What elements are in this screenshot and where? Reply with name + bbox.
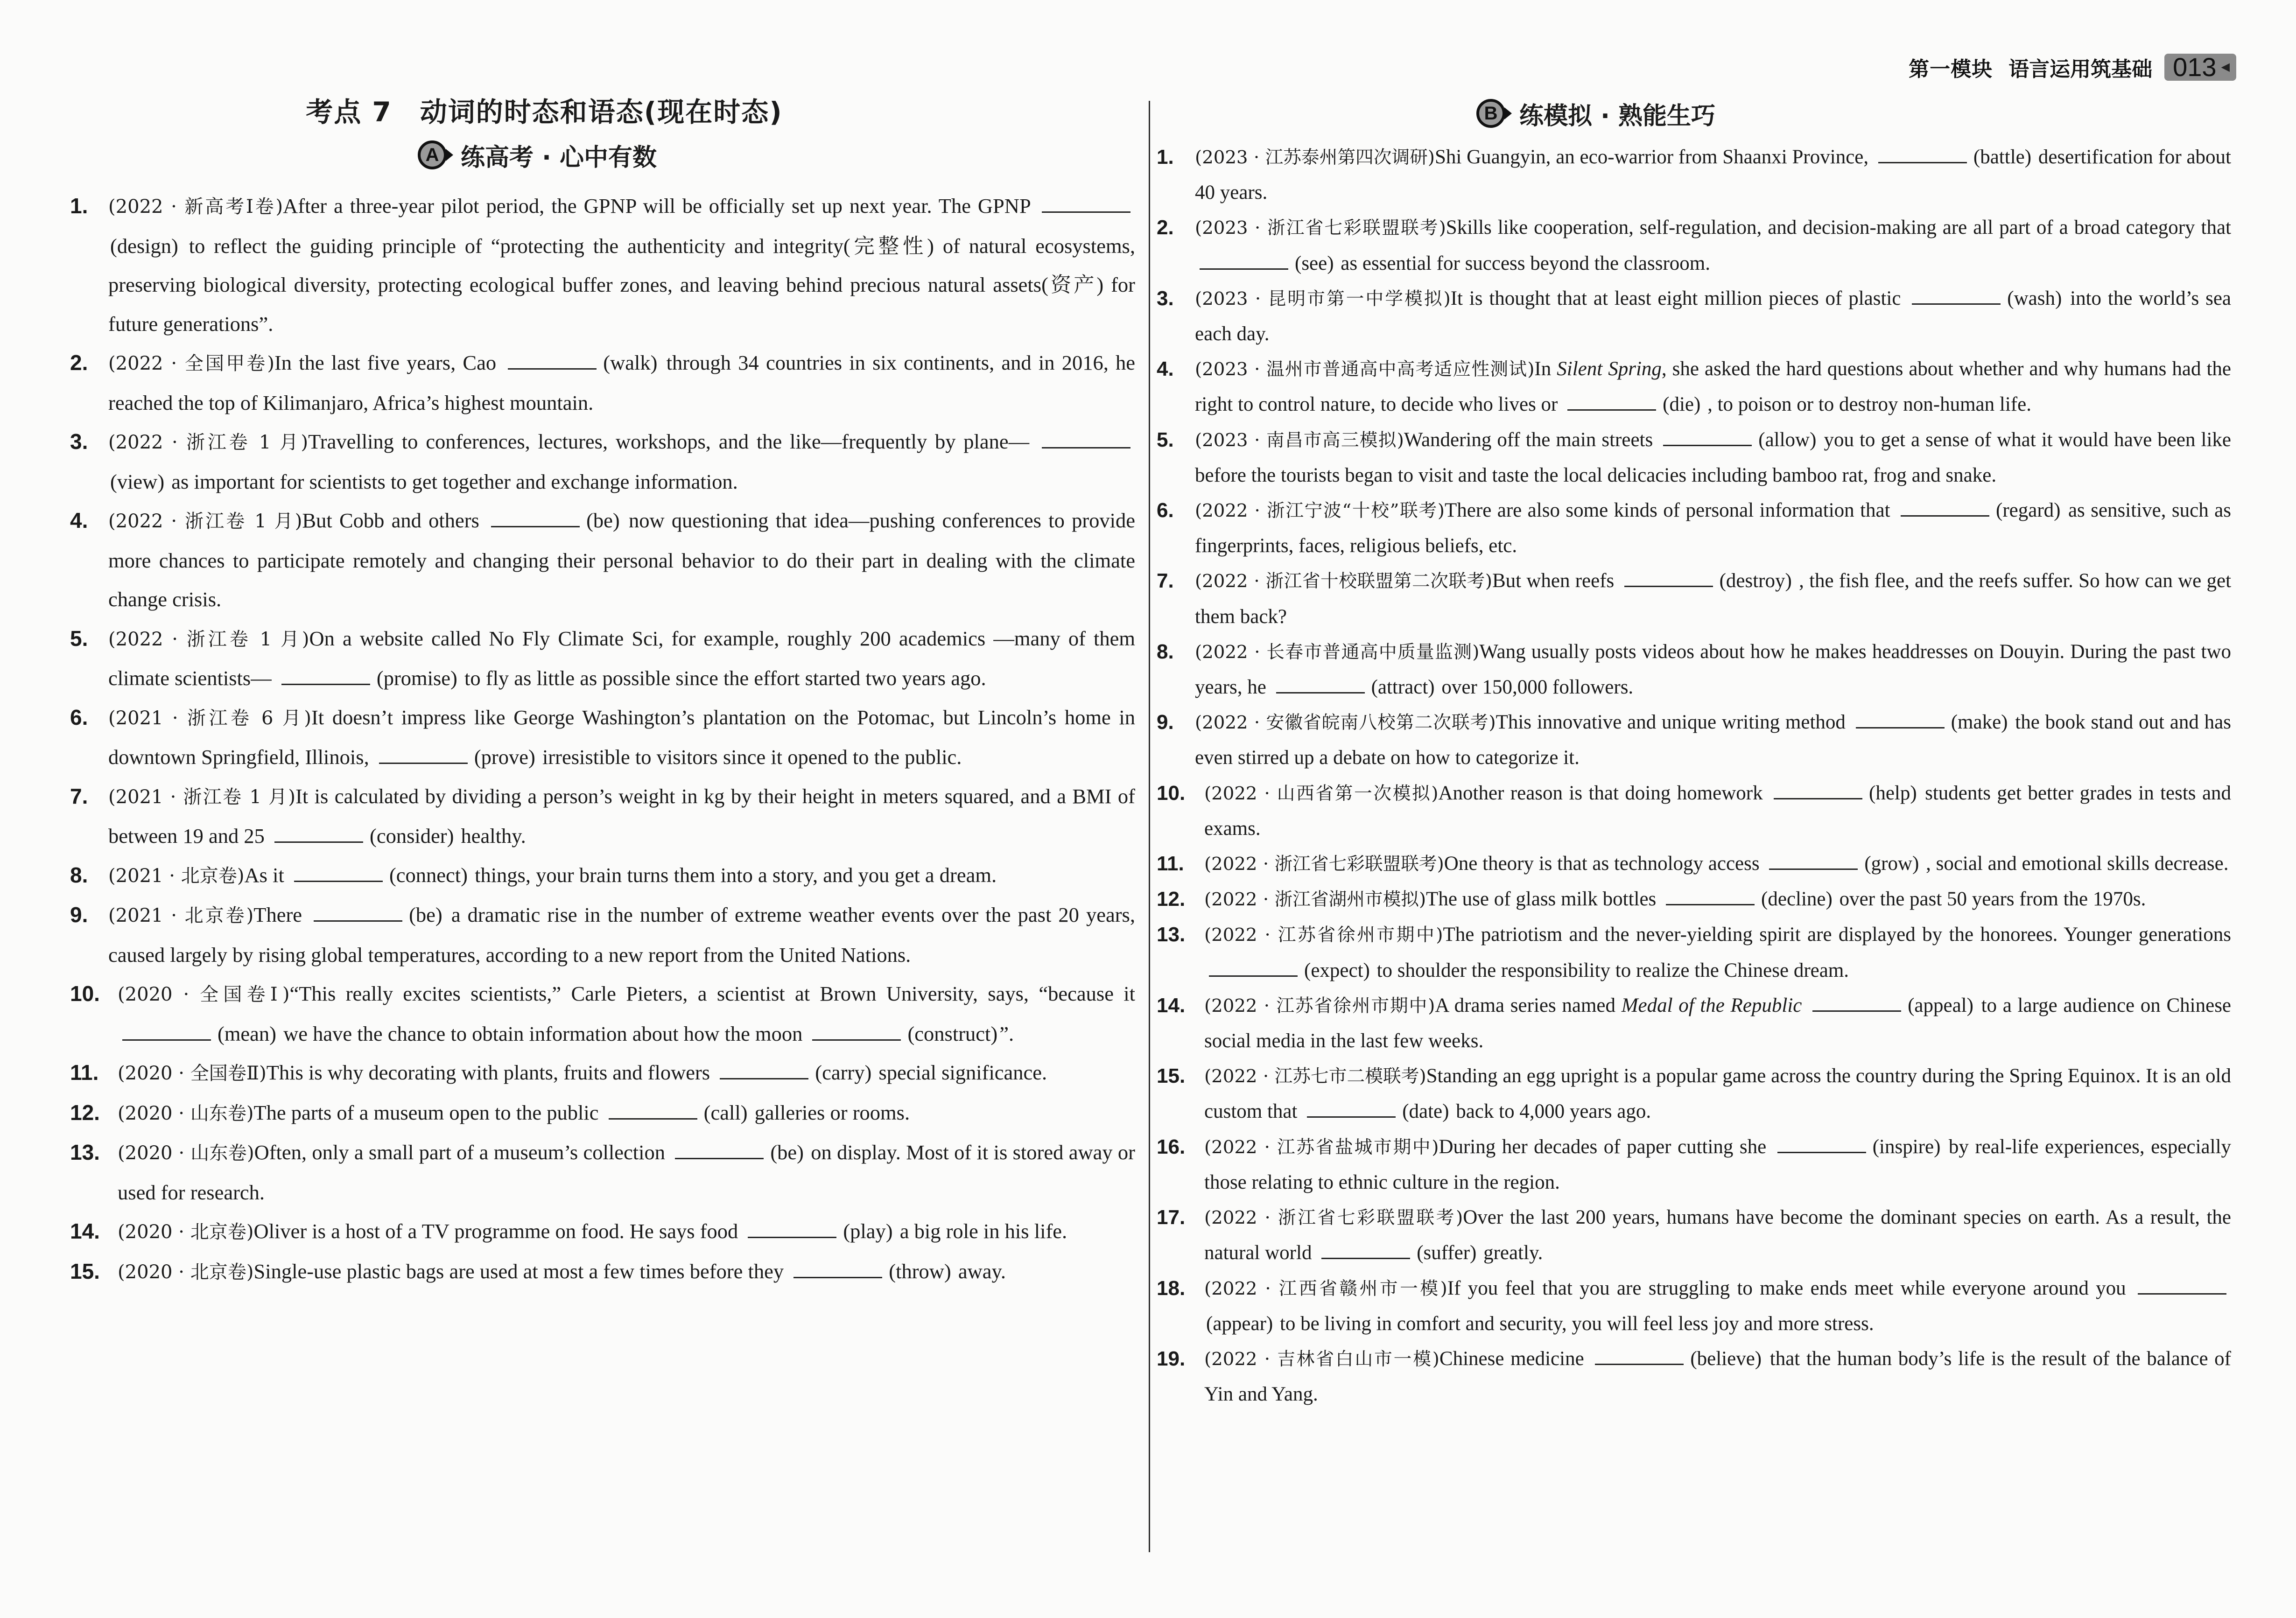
verb-hint: (be)	[586, 509, 620, 532]
question-number: 11.	[1157, 852, 1184, 876]
question-item	[70, 1212, 1135, 1252]
question-number: 8.	[70, 862, 88, 887]
question-source: (2021 · 浙江卷 6 月)	[108, 707, 311, 729]
question-text: In	[1534, 358, 1557, 380]
section-a-question-list	[70, 187, 1135, 1292]
verb-hint: (allow)	[1758, 428, 1817, 451]
verb-hint: (prove)	[474, 745, 535, 769]
verb-hint: (construct)	[907, 1022, 998, 1045]
question-text: This innovative and unique writing method	[1496, 711, 1846, 734]
question-text: There	[253, 903, 302, 926]
question-text: After a three-year pilot period, the GPNP will be officially set up next year. The GPNP	[283, 194, 1031, 217]
question-source: (2022 · 江苏七市二模联考)	[1204, 1066, 1426, 1087]
italic-title: Medal of the Republic	[1621, 994, 1802, 1016]
question-text: as sensitive, such as fingerprints, faces, religious beliefs, etc.	[1195, 499, 2231, 557]
verb-hint: (die)	[1663, 393, 1701, 416]
verb-hint: (expect)	[1304, 959, 1370, 981]
question-text: on display. Most of it is stored away or used for research.	[118, 1141, 1135, 1204]
question-text: As it	[244, 863, 284, 887]
question-text: as important for scientists to get together and exchange information.	[171, 469, 738, 493]
triangle-left-icon: ◀	[2221, 61, 2230, 73]
question-text: Single-use plastic bags are used at most a few times before they	[253, 1259, 784, 1283]
question-source: (2022 · 浙江省湖州市模拟)	[1204, 889, 1426, 911]
question-text: students get better grades in tests and exams.	[1204, 782, 2232, 840]
question-source: (2022 · 江苏省盐城市期中)	[1204, 1136, 1439, 1158]
question-text: through 34 countries in six continents, and in 2016, he reached the top of Kilimanjaro, Africa’s highest mountain.	[108, 351, 1136, 414]
answer-blank[interactable]	[1663, 427, 1752, 446]
question-number: 2.	[70, 350, 88, 375]
question-text: Shi Guangyin, an eco-warrior from Shaanxi Province,	[1434, 146, 1869, 168]
verb-hint: (make)	[1951, 711, 2008, 734]
question-text: Wang usually posts videos about how he makes headdresses on Douyin. During the past two years, he	[1195, 640, 2231, 699]
question-number: 14.	[1157, 994, 1186, 1017]
question-text: over 150,000 followers.	[1441, 676, 1634, 699]
question-text: It is calculated by dividing a person’s weight in kg by their height in meters squared, and a BMI of between 19 and 25	[108, 784, 1135, 848]
question-item	[1157, 1341, 2231, 1412]
question-text: ”.	[999, 1022, 1014, 1045]
question-text: greatly.	[1483, 1242, 1543, 1264]
answer-blank[interactable]	[281, 665, 370, 685]
question-text: One theory is that as technology access	[1444, 853, 1760, 875]
verb-hint: (connect)	[389, 863, 468, 887]
question-source: (2020 · 全国卷Ⅰ)	[118, 984, 290, 1005]
question-text: back to 4,000 years ago.	[1456, 1100, 1651, 1123]
question-text: to be living in comfort and security, you will feel less joy and more stress.	[1279, 1312, 1874, 1335]
question-text: over the past 50 years from the 1970s.	[1839, 888, 2146, 911]
section-b-question-list	[1157, 140, 2231, 1412]
verb-hint: (battle)	[1973, 146, 2032, 168]
section-b-badge-icon: B	[1476, 99, 1505, 128]
page-number-badge	[2164, 54, 2236, 81]
answer-blank[interactable]	[748, 1218, 836, 1238]
left-column	[70, 93, 1135, 1292]
verb-hint: (suffer)	[1417, 1242, 1477, 1264]
answer-blank[interactable]	[1912, 285, 2001, 305]
question-item	[1157, 422, 2231, 493]
verb-hint: (play)	[843, 1219, 893, 1243]
question-item	[70, 896, 1135, 974]
question-text: , she asked the hard questions about whether and why humans had the right to control nature, to decide who lives or	[1195, 358, 2231, 416]
question-source: (2022 · 山西省第一次模拟)	[1204, 783, 1439, 804]
question-text: Skills like cooperation, self-regulation, and decision-making are all part of a broad category that	[1446, 217, 2231, 239]
verb-hint: (appear)	[1206, 1312, 1273, 1335]
answer-blank[interactable]	[1901, 497, 1989, 517]
question-number: 16.	[1157, 1135, 1186, 1158]
question-item	[1157, 1200, 2231, 1270]
question-text: A drama series named	[1435, 994, 1622, 1016]
question-text: There are also some kinds of personal information that	[1445, 499, 1890, 522]
question-number: 1.	[1157, 146, 1174, 168]
question-text: But Cobb and others	[302, 509, 479, 532]
verb-hint: (walk)	[603, 351, 658, 374]
question-item	[1157, 1058, 2231, 1129]
verb-hint: (consider)	[370, 824, 454, 848]
question-source: (2022 · 浙江卷 1 月)	[108, 628, 309, 650]
verb-hint: (wash)	[2007, 287, 2062, 309]
question-number: 1.	[70, 194, 88, 218]
question-item	[70, 974, 1135, 1053]
section-b-heading	[1157, 96, 2231, 131]
verb-hint: (believe)	[1690, 1347, 1762, 1370]
question-text: to reflect the guiding principle of “protecting the authenticity and integrity(完整性) of natural ecosystems, preserving biological diversity, protecting ecological buffer zones, and leaving behind precious natural assets(资产) for future generations”.	[108, 234, 1135, 336]
question-item	[70, 422, 1135, 501]
question-item	[1157, 281, 2231, 351]
question-number: 3.	[1157, 287, 1174, 310]
question-number: 19.	[1157, 1347, 1186, 1370]
question-source: (2022 · 长春市普通高中质量监测)	[1195, 641, 1480, 663]
question-source: (2022 · 浙江省七彩联盟联考)	[1204, 1207, 1463, 1229]
question-source: (2023 · 江苏泰州第四次调研)	[1195, 147, 1435, 168]
question-text: Oliver is a host of a TV programme on food. He says food	[253, 1219, 738, 1243]
section-a-badge-icon: A	[418, 140, 447, 169]
question-source: (2022 · 吉林省白山市一模)	[1204, 1348, 1439, 1370]
question-item	[1157, 917, 2231, 988]
question-text: The parts of a museum open to the public	[253, 1100, 599, 1124]
question-item	[70, 187, 1135, 343]
verb-hint: (be)	[770, 1141, 804, 1164]
question-number: 7.	[70, 784, 88, 808]
question-number: 17.	[1157, 1206, 1186, 1229]
answer-blank[interactable]	[1209, 957, 1298, 977]
question-text: Travelling to conferences, lectures, workshops, and the like—frequently by plane—	[308, 430, 1030, 453]
question-text: , to poison or to destroy non-human life.	[1707, 393, 2031, 416]
question-text: as essential for success beyond the classroom.	[1341, 252, 1710, 274]
verb-hint: (be)	[409, 903, 442, 926]
question-source: (2022 · 浙江省十校联盟第二次联考)	[1195, 571, 1492, 592]
answer-blank[interactable]	[1276, 674, 1365, 693]
answer-blank[interactable]	[1200, 250, 1288, 270]
question-source: (2022 · 安徽省皖南八校第二次联考)	[1195, 712, 1496, 734]
question-item	[70, 501, 1135, 619]
verb-hint: (throw)	[889, 1259, 951, 1283]
question-number: 11.	[70, 1060, 99, 1085]
question-source: (2021 · 北京卷)	[108, 865, 245, 887]
question-source: (2021 · 北京卷)	[108, 905, 254, 926]
question-text: now questioning that idea—pushing conferences to provide more chances to participate remotely and changing their personal behavior to do their part in dealing with the climate change crisis.	[108, 509, 1136, 611]
answer-blank[interactable]	[1812, 992, 1901, 1012]
verb-hint: (appeal)	[1908, 994, 1973, 1016]
question-text: things, your brain turns them into a story, and you get a dream.	[475, 863, 997, 887]
question-text: healthy.	[461, 824, 526, 848]
question-text: that the human body’s life is the result of the balance of Yin and Yang.	[1204, 1347, 2231, 1406]
question-source: (2023 · 南昌市高三模拟)	[1195, 429, 1404, 451]
question-source: (2023 · 浙江省七彩联盟联考)	[1195, 217, 1446, 239]
question-source: (2020 · 北京卷)	[118, 1261, 254, 1283]
question-item	[1157, 210, 2231, 280]
question-number: 6.	[1157, 499, 1174, 522]
verb-hint: (promise)	[376, 666, 457, 690]
answer-blank[interactable]	[2138, 1275, 2226, 1295]
page-number: 013	[2173, 52, 2217, 82]
question-number: 9.	[70, 903, 88, 927]
question-source: (2022 · 江苏省徐州市期中)	[1204, 995, 1435, 1016]
question-source: (2022 · 新高考Ⅰ卷)	[108, 196, 283, 217]
question-number: 4.	[70, 508, 88, 532]
question-item	[1157, 882, 2231, 917]
question-source: (2021 · 浙江卷 1 月)	[108, 786, 296, 808]
answer-blank[interactable]	[1321, 1240, 1410, 1260]
question-text: During her decades of paper cutting she	[1439, 1135, 1767, 1158]
answer-blank[interactable]	[491, 507, 580, 527]
question-source: (2020 · 北京卷)	[118, 1221, 254, 1243]
question-source: (2020 · 全国卷Ⅱ)	[118, 1063, 267, 1084]
answer-blank[interactable]	[508, 350, 597, 370]
section-a-title: 练高考 · 心中有数	[461, 143, 657, 172]
answer-blank[interactable]	[1307, 1099, 1396, 1118]
question-source: (2020 · 山东卷)	[118, 1142, 254, 1164]
question-source: (2023 · 温州市普通高中高考适应性测试)	[1195, 359, 1535, 380]
question-source: (2020 · 山东卷)	[118, 1102, 254, 1124]
answer-blank[interactable]	[793, 1258, 882, 1278]
column-divider	[1149, 101, 1150, 1552]
question-number: 15.	[1157, 1065, 1186, 1088]
answer-blank[interactable]	[609, 1099, 697, 1119]
answer-blank[interactable]	[122, 1020, 211, 1040]
question-item	[1157, 493, 2231, 563]
question-text: desertification for about 40 years.	[1195, 146, 2232, 204]
question-text: But when reefs	[1492, 570, 1615, 592]
topic-title: 考点 7 动词的时态和语态(现在时态)	[306, 96, 783, 128]
right-column	[1157, 96, 2231, 1412]
answer-blank[interactable]	[720, 1059, 808, 1079]
question-text: Chinese medicine	[1439, 1347, 1584, 1370]
italic-title: Silent Spring	[1557, 358, 1662, 380]
question-text: The patriotism and the never-yielding spirit are displayed by the honorees. Younger generations	[1443, 924, 2231, 946]
module-subtitle: 语言运用筑基础	[2008, 57, 2153, 81]
question-item	[70, 856, 1135, 896]
question-item	[1157, 776, 2231, 846]
question-item	[70, 619, 1135, 698]
answer-blank[interactable]	[294, 862, 383, 882]
question-text: we have the chance to obtain information about how the moon	[283, 1022, 803, 1045]
question-text: a dramatic rise in the number of extreme weather events over the past 20 years, caused largely by rising global temperatures, according to a new report from the United Nations.	[108, 903, 1135, 967]
verb-hint: (help)	[1869, 782, 1917, 804]
question-text: It doesn’t impress like George Washington’s plantation on the Potomac, but Lincoln’s home in downtown Springfield, Illinois,	[108, 705, 1135, 769]
question-text: On a website called No Fly Climate Sci, for example, roughly 200 academics —many of them climate scientists—	[108, 626, 1135, 690]
question-item	[1157, 1271, 2231, 1341]
answer-blank[interactable]	[314, 902, 402, 922]
section-b-title: 练模拟 · 熟能生巧	[1519, 102, 1715, 130]
verb-hint: (view)	[110, 469, 165, 493]
question-text: Wandering off the main streets	[1404, 428, 1653, 451]
question-text: away.	[958, 1259, 1006, 1283]
question-number: 10.	[1157, 781, 1186, 805]
question-text: Often, only a small part of a museum’s collection	[254, 1141, 665, 1164]
question-item	[70, 698, 1135, 777]
question-text: The use of glass milk bottles	[1426, 888, 1657, 911]
question-number: 15.	[70, 1259, 100, 1283]
question-item	[1157, 988, 2231, 1058]
question-number: 12.	[1157, 888, 1186, 911]
question-number: 5.	[1157, 428, 1174, 451]
question-number: 5.	[70, 626, 88, 651]
question-source: (2023 · 昆明市第一中学模拟)	[1195, 288, 1451, 309]
question-item	[70, 1133, 1135, 1212]
question-text: the book stand out and has even stirred up a debate on how to categorize it.	[1195, 711, 2231, 769]
question-text: to fly as little as possible since the effort started two years ago.	[464, 666, 986, 690]
verb-hint: (call)	[703, 1100, 748, 1124]
question-number: 7.	[1157, 569, 1174, 593]
page-header	[1909, 52, 2236, 82]
question-text: , social and emotional skills decrease.	[1926, 853, 2229, 875]
question-number: 13.	[1157, 923, 1186, 946]
question-number: 6.	[70, 705, 88, 729]
question-number: 18.	[1157, 1276, 1186, 1300]
question-item	[70, 777, 1135, 856]
question-item	[70, 1053, 1135, 1093]
verb-hint: (regard)	[1996, 499, 2061, 522]
verb-hint: (decline)	[1761, 888, 1833, 911]
question-source: (2022 · 江西省赣州市一模)	[1204, 1278, 1447, 1299]
question-item	[1157, 634, 2231, 705]
question-source: (2022 · 浙江宁波“十校”联考)	[1195, 500, 1445, 522]
question-number: 2.	[1157, 216, 1174, 239]
answer-blank[interactable]	[1856, 709, 1945, 729]
question-number: 4.	[1157, 357, 1174, 381]
question-item	[1157, 1129, 2231, 1200]
verb-hint: (date)	[1402, 1100, 1449, 1123]
question-text: to a large audience on Chinese social media in the last few weeks.	[1204, 994, 2232, 1052]
question-text: by real-life experiences, especially those relating to ethnic culture in the region.	[1204, 1135, 2232, 1193]
question-text: irresistible to visitors since it opened to the public.	[542, 745, 962, 769]
answer-blank[interactable]	[1774, 780, 1862, 799]
answer-blank[interactable]	[1624, 568, 1713, 588]
question-number: 10.	[70, 981, 100, 1006]
question-text: If you feel that you are struggling to make ends meet while everyone around you	[1447, 1277, 2126, 1299]
question-source: (2022 · 浙江卷 1 月)	[108, 432, 309, 453]
verb-hint: (carry)	[815, 1061, 872, 1084]
question-item	[1157, 705, 2231, 775]
answer-blank[interactable]	[1567, 392, 1656, 411]
question-text: In the last five years, Cao	[274, 351, 497, 374]
verb-hint: (see)	[1295, 252, 1334, 274]
question-number: 3.	[70, 429, 88, 454]
question-text: Over the last 200 years, humans have become the dominant species on earth. As a result, the natural world	[1204, 1206, 2231, 1264]
question-number: 14.	[70, 1219, 100, 1243]
question-item	[1157, 140, 2231, 210]
answer-blank[interactable]	[1878, 144, 1967, 163]
answer-blank[interactable]	[1042, 428, 1130, 448]
answer-blank[interactable]	[274, 823, 363, 843]
question-item	[1157, 351, 2231, 422]
module-label: 第一模块	[1909, 57, 1993, 81]
question-source: (2022 · 全国甲卷)	[108, 353, 274, 374]
question-text: Standing an egg upright is a popular game across the country during the Spring Equinox. It is an old custom that	[1204, 1065, 2231, 1123]
answer-blank[interactable]	[675, 1139, 764, 1159]
question-item	[70, 1252, 1135, 1292]
question-text: Another reason is that doing homework	[1438, 782, 1763, 804]
question-item	[1157, 563, 2231, 634]
question-text: a big role in his life.	[899, 1219, 1067, 1243]
question-number: 9.	[1157, 711, 1174, 734]
question-text: It is thought that at least eight million pieces of plastic	[1450, 287, 1901, 309]
question-text: galleries or rooms.	[754, 1100, 910, 1124]
question-text: you to get a sense of what it would have been like before the tourists began to visit and taste the local delicacies including bamboo rat, frog and snake.	[1195, 428, 2232, 486]
answer-blank[interactable]	[379, 744, 468, 764]
answer-blank[interactable]	[1595, 1345, 1684, 1365]
question-item	[1157, 846, 2231, 882]
verb-hint: (inspire)	[1872, 1135, 1941, 1158]
question-text: This is why decorating with plants, fruits and flowers	[266, 1061, 710, 1084]
section-a-heading	[70, 137, 1135, 173]
question-text: to shoulder the responsibility to realize the Chinese dream.	[1376, 959, 1849, 981]
question-text: into the world’s sea each day.	[1195, 287, 2232, 345]
answer-blank[interactable]	[1769, 850, 1858, 870]
answer-blank[interactable]	[1777, 1134, 1866, 1153]
question-source: (2022 · 浙江卷 1 月)	[108, 511, 302, 532]
question-source: (2022 · 江苏省徐州市期中)	[1204, 925, 1443, 946]
answer-blank[interactable]	[1666, 886, 1755, 906]
question-number: 12.	[70, 1100, 100, 1125]
question-item	[70, 1093, 1135, 1134]
question-text: , the fish flee, and the reefs suffer. So how can we get them back?	[1195, 570, 2232, 628]
verb-hint: (mean)	[218, 1022, 277, 1045]
question-number: 8.	[1157, 640, 1174, 663]
question-text: “This really excites scientists,” Carle Pieters, a scientist at Brown University, says, “because it	[289, 982, 1135, 1005]
answer-blank[interactable]	[812, 1020, 901, 1040]
verb-hint: (destroy)	[1719, 570, 1792, 592]
verb-hint: (design)	[110, 234, 178, 258]
question-text: special significance.	[878, 1061, 1047, 1084]
question-source: (2022 · 浙江省七彩联盟联考)	[1204, 854, 1444, 875]
question-item	[70, 343, 1135, 422]
verb-hint: (attract)	[1371, 676, 1435, 699]
answer-blank[interactable]	[1042, 193, 1130, 213]
question-number: 13.	[70, 1140, 100, 1164]
verb-hint: (grow)	[1864, 853, 1919, 875]
